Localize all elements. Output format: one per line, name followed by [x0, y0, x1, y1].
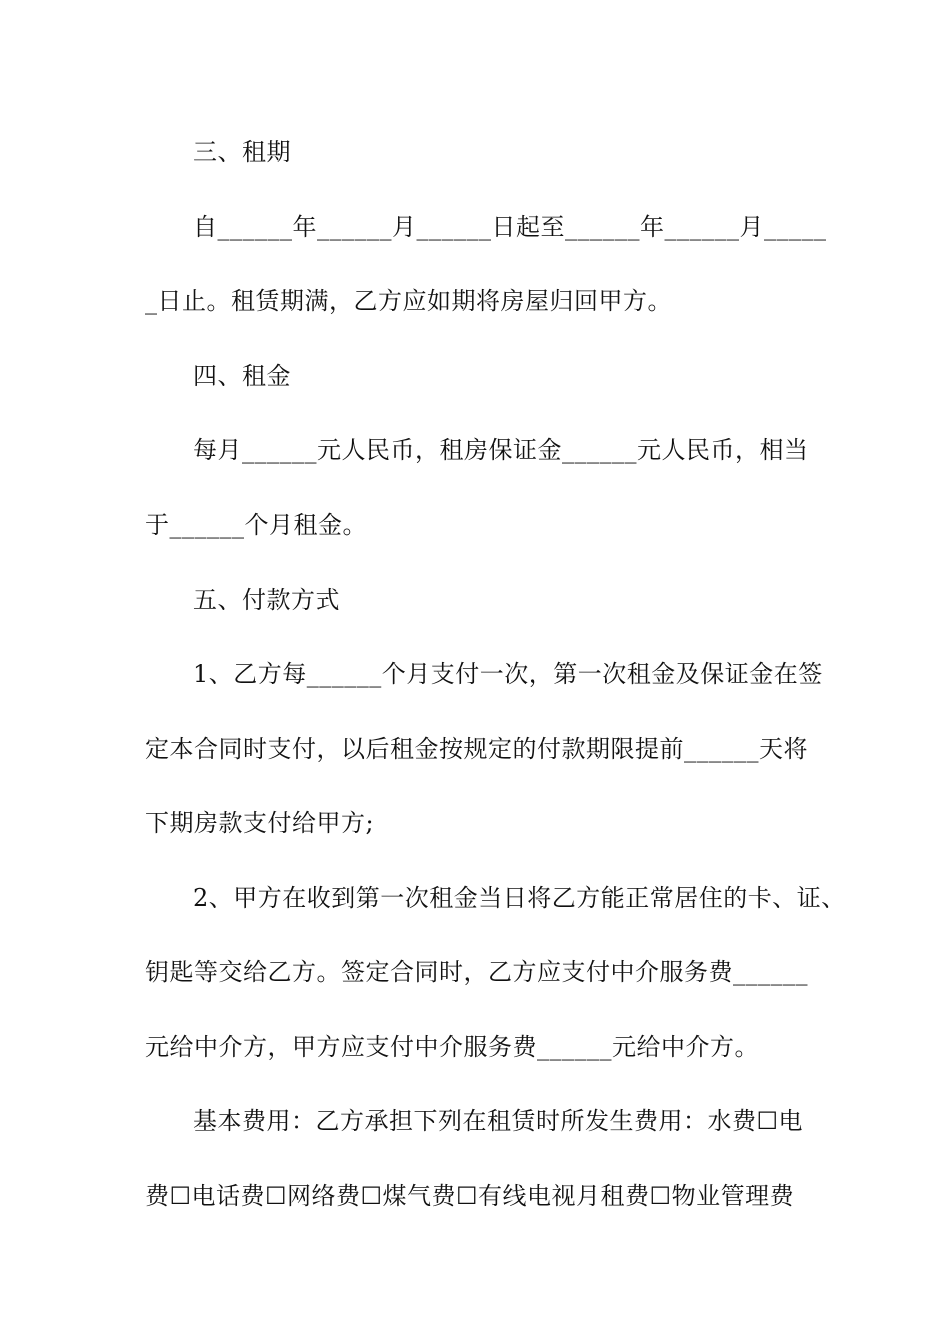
paragraph-line: 基本费用：乙方承担下列在租赁时所发生费用：水费☐电 [193, 1107, 804, 1135]
paragraph-line: 钥匙等交给乙方。签定合同时，乙方应支付中介服务费______ [145, 958, 808, 986]
paragraph-line: _日止。租赁期满，乙方应如期将房屋归回甲方。 [145, 287, 672, 315]
paragraph-line: 下期房款支付给甲方; [145, 809, 375, 837]
paragraph-line: 定本合同时支付，以后租金按规定的付款期限提前______天将 [145, 735, 808, 763]
section-heading-rent: 四、租金 [193, 362, 291, 390]
paragraph-line: 1、乙方每______个月支付一次，第一次租金及保证金在签 [193, 660, 823, 688]
paragraph-line: 于______个月租金。 [145, 511, 367, 539]
paragraph-line: 2、甲方在收到第一次租金当日将乙方能正常居住的卡、证、 [193, 884, 846, 912]
paragraph-line: 费☐电话费☐网络费☐煤气费☐有线电视月租费☐物业管理费 [145, 1182, 795, 1210]
paragraph-line: 自______年______月______日起至______年______月_____ [193, 213, 827, 241]
section-heading-lease-term: 三、租期 [193, 138, 291, 166]
section-heading-payment-method: 五、付款方式 [193, 586, 340, 614]
paragraph-line: 每月______元人民币，租房保证金______元人民币，相当 [193, 436, 809, 464]
paragraph-line: 元给中介方，甲方应支付中介服务费______元给中介方。 [145, 1033, 759, 1061]
